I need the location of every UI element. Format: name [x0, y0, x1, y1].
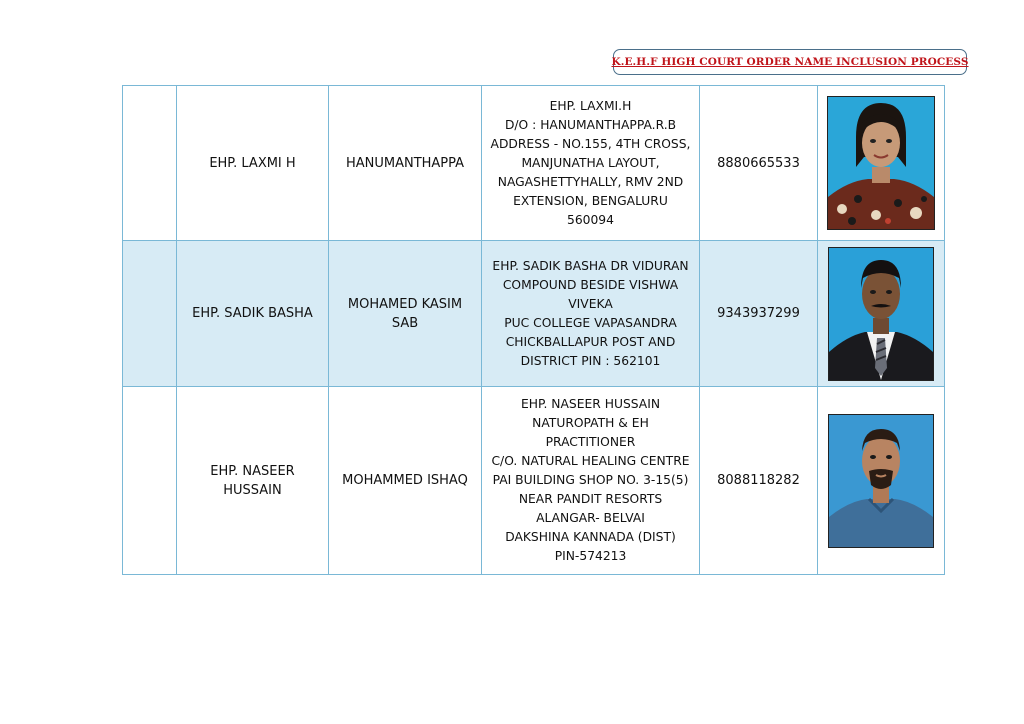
member-table	[122, 85, 945, 575]
address-line: EHP. NASEER HUSSAIN	[520, 397, 661, 411]
portrait-photo-man-beard	[828, 414, 934, 548]
address-line: 560094	[567, 212, 614, 227]
address-line: PUC COLLEGE VAPASANDRA	[504, 315, 677, 330]
address-line: PRACTITIONER	[545, 435, 636, 449]
address-line: COMPOUND BESIDE VISHWA	[502, 277, 679, 292]
address-line: EHP. SADIK BASHA DR VIDURAN	[492, 258, 689, 273]
father-name-line: MOHAMED KASIM	[347, 296, 463, 312]
address-line: C/O. NATURAL HEALING CENTRE	[491, 454, 690, 468]
phone-cell: 8880665533	[700, 86, 818, 241]
address-line: NAGASHETTYHALLY, RMV 2ND	[497, 174, 684, 189]
photo-cell	[818, 241, 945, 387]
table-row	[123, 241, 945, 387]
member-name-cell: EHP. LAXMI H	[177, 86, 329, 241]
phone-cell: 9343937299	[700, 241, 818, 387]
portrait-photo-woman	[827, 96, 935, 230]
document-title: K.E.H.F HIGH COURT ORDER NAME INCLUSION PROCESS	[611, 56, 969, 68]
member-name-cell	[177, 387, 329, 575]
member-name-cell: EHP. SADIK BASHA	[177, 241, 329, 387]
address-line: D/O : HANUMANTHAPPA.R.B	[504, 117, 677, 132]
document-header	[613, 49, 967, 75]
father-name-cell	[329, 241, 482, 387]
address-line: DAKSHINA KANNADA (DIST)	[505, 530, 676, 544]
table-row	[123, 86, 945, 241]
phone-cell: 8088118282	[700, 387, 818, 575]
address-line: PAI BUILDING SHOP NO. 3-15(5)	[492, 473, 689, 487]
address-line: CHICKBALLAPUR POST AND	[505, 334, 676, 349]
photo-cell	[818, 387, 945, 575]
address-cell	[482, 241, 700, 387]
father-name-cell: MOHAMMED ISHAQ	[329, 387, 482, 575]
address-line: PIN-574213	[554, 549, 627, 563]
address-line: EXTENSION, BENGALURU	[513, 193, 668, 208]
member-name-line: EHP. NASEER	[210, 463, 295, 479]
address-line: ALANGAR- BELVAI	[536, 511, 645, 525]
serial-cell	[123, 387, 177, 575]
member-name-line: HUSSAIN	[223, 482, 282, 498]
address-line: NEAR PANDIT RESORTS	[518, 492, 663, 506]
father-name-cell: HANUMANTHAPPA	[329, 86, 482, 241]
address-line: ADDRESS - NO.155, 4TH CROSS,	[490, 136, 691, 151]
table-row	[123, 387, 945, 575]
photo-cell	[818, 86, 945, 241]
address-line: DISTRICT PIN : 562101	[520, 353, 661, 368]
serial-cell	[123, 241, 177, 387]
address-line: EHP. LAXMI.H	[549, 98, 632, 113]
serial-cell	[123, 86, 177, 241]
address-line: VIVEKA	[568, 296, 613, 311]
address-line: NATUROPATH & EH	[532, 416, 649, 430]
portrait-photo-man-suit	[828, 247, 934, 381]
address-cell	[482, 387, 700, 575]
address-line: MANJUNATHA LAYOUT,	[521, 155, 660, 170]
father-name-line: SAB	[391, 315, 419, 331]
address-cell	[482, 86, 700, 241]
